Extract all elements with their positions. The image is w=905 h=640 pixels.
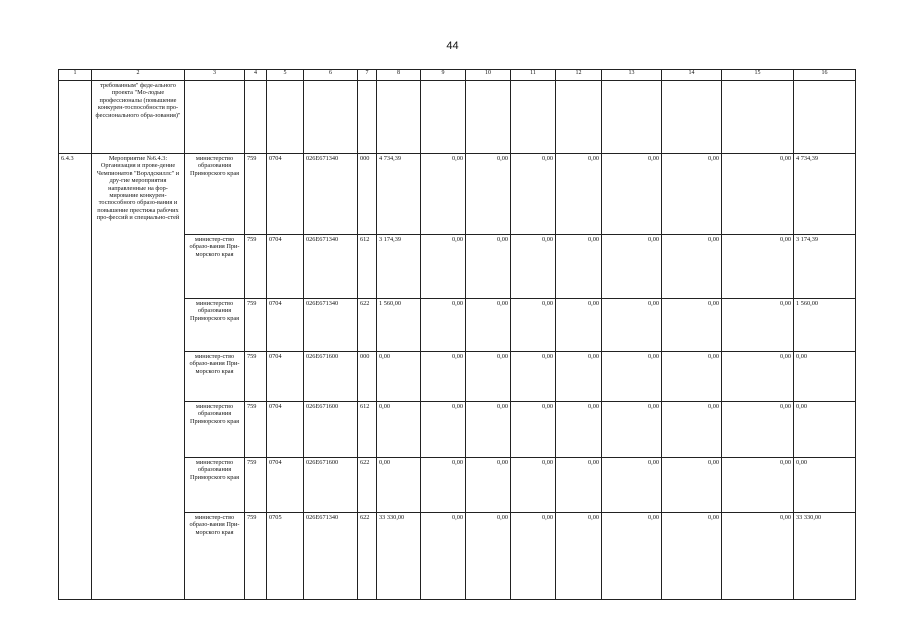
executor-cell: министер-ство образо-вания При-морского края	[185, 235, 245, 299]
empty-cell	[511, 81, 556, 154]
executor-cell: министер-ство образо-вания При-морского края	[185, 513, 245, 600]
cell-col-5: 0704	[267, 458, 304, 513]
cell-col-7: 622	[358, 458, 377, 513]
cell-col-11: 0,00	[511, 458, 556, 513]
cell-col-13: 0,00	[602, 402, 662, 458]
column-number-row	[59, 70, 856, 81]
empty-cell	[662, 81, 722, 154]
cell-col-10: 0,00	[466, 352, 511, 402]
cell-col-11: 0,00	[511, 352, 556, 402]
cell-col-15: 0,00	[722, 458, 794, 513]
cell-col-16: 0,00	[794, 402, 856, 458]
cell-col-14: 0,00	[662, 402, 722, 458]
cell-col-14: 0,00	[662, 352, 722, 402]
cell-col-7: 622	[358, 299, 377, 352]
cell-col-11: 0,00	[511, 402, 556, 458]
column-header: 2	[92, 70, 185, 81]
empty-cell	[602, 81, 662, 154]
cell-col-14: 0,00	[662, 299, 722, 352]
empty-cell	[358, 81, 377, 154]
column-header: 14	[662, 70, 722, 81]
executor-cell: министер-ство образо-вания При-морского края	[185, 352, 245, 402]
executor-cell: министерство образования Приморского края	[185, 299, 245, 352]
column-header: 1	[59, 70, 92, 81]
column-header: 15	[722, 70, 794, 81]
executor-cell: министерство образования Приморского края	[185, 402, 245, 458]
cell-col-4: 759	[245, 299, 267, 352]
cell-col-16: 1 560,00	[794, 299, 856, 352]
table-row	[59, 154, 856, 235]
cell-col-13: 0,00	[602, 352, 662, 402]
cell-col-11: 0,00	[511, 299, 556, 352]
cell-col-10: 0,00	[466, 402, 511, 458]
cell-col-4: 759	[245, 235, 267, 299]
empty-cell	[59, 81, 92, 154]
empty-cell	[421, 81, 466, 154]
cell-col-10: 0,00	[466, 513, 511, 600]
cell-col-15: 0,00	[722, 513, 794, 600]
cell-col-6: 026E671340	[304, 235, 358, 299]
cell-col-7: 622	[358, 513, 377, 600]
empty-cell	[185, 81, 245, 154]
cell-col-10: 0,00	[466, 299, 511, 352]
cell-col-15: 0,00	[722, 235, 794, 299]
cell-col-10: 0,00	[466, 458, 511, 513]
column-header: 3	[185, 70, 245, 81]
cell-col-9: 0,00	[421, 235, 466, 299]
cell-col-13: 0,00	[602, 458, 662, 513]
cell-col-15: 0,00	[722, 402, 794, 458]
cell-col-12: 0,00	[556, 352, 602, 402]
cell-col-6: 026E671600	[304, 352, 358, 402]
cell-col-14: 0,00	[662, 458, 722, 513]
column-header: 4	[245, 70, 267, 81]
cell-col-10: 0,00	[466, 154, 511, 235]
cell-col-12: 0,00	[556, 299, 602, 352]
cell-col-10: 0,00	[466, 235, 511, 299]
cell-col-12: 0,00	[556, 402, 602, 458]
column-header: 7	[358, 70, 377, 81]
empty-cell	[556, 81, 602, 154]
cell-col-5: 0704	[267, 235, 304, 299]
cell-col-16: 0,00	[794, 458, 856, 513]
cell-col-7: 000	[358, 154, 377, 235]
event-description: Мероприятие №6.4.3: Организация и прове-дение Чемпионатов "Ворлдскиллс" и дру-гие мероприятия направленные на фор-мирование конкурен-тоспособного образо-вания и повышение престижа рабочих про-фессий и специально-стей	[92, 154, 185, 600]
cell-col-6: 026E671340	[304, 299, 358, 352]
page-number: 44	[446, 40, 459, 52]
cell-col-8: 0,00	[377, 352, 421, 402]
column-header: 13	[602, 70, 662, 81]
cell-col-12: 0,00	[556, 154, 602, 235]
cell-col-16: 33 330,00	[794, 513, 856, 600]
cell-col-8: 3 174,39	[377, 235, 421, 299]
cell-col-14: 0,00	[662, 154, 722, 235]
cell-col-12: 0,00	[556, 235, 602, 299]
cell-col-9: 0,00	[421, 299, 466, 352]
cell-col-16: 3 174,39	[794, 235, 856, 299]
cell-col-11: 0,00	[511, 154, 556, 235]
continuation-row	[59, 81, 856, 154]
cell-col-8: 4 734,39	[377, 154, 421, 235]
cell-col-6: 026E671600	[304, 402, 358, 458]
cell-col-11: 0,00	[511, 513, 556, 600]
cell-col-9: 0,00	[421, 154, 466, 235]
empty-cell	[466, 81, 511, 154]
cell-col-9: 0,00	[421, 352, 466, 402]
budget-table	[58, 69, 856, 600]
cell-col-16: 4 734,39	[794, 154, 856, 235]
cell-col-15: 0,00	[722, 299, 794, 352]
cell-col-15: 0,00	[722, 154, 794, 235]
cell-col-9: 0,00	[421, 402, 466, 458]
cell-col-9: 0,00	[421, 458, 466, 513]
cell-col-7: 000	[358, 352, 377, 402]
cell-col-16: 0,00	[794, 352, 856, 402]
cell-col-8: 33 330,00	[377, 513, 421, 600]
cell-col-4: 759	[245, 352, 267, 402]
cell-col-5: 0705	[267, 513, 304, 600]
cell-col-4: 759	[245, 458, 267, 513]
empty-cell	[377, 81, 421, 154]
empty-cell	[304, 81, 358, 154]
cell-col-8: 0,00	[377, 402, 421, 458]
cell-col-11: 0,00	[511, 235, 556, 299]
cell-col-7: 612	[358, 235, 377, 299]
cell-col-8: 1 560,00	[377, 299, 421, 352]
cell-col-9: 0,00	[421, 513, 466, 600]
cell-col-14: 0,00	[662, 235, 722, 299]
column-header: 9	[421, 70, 466, 81]
cell-col-4: 759	[245, 513, 267, 600]
cell-col-6: 026E671340	[304, 513, 358, 600]
cell-col-12: 0,00	[556, 458, 602, 513]
cell-col-6: 026E671340	[304, 154, 358, 235]
column-header: 11	[511, 70, 556, 81]
cell-col-15: 0,00	[722, 352, 794, 402]
column-header: 10	[466, 70, 511, 81]
column-header: 6	[304, 70, 358, 81]
cell-col-7: 612	[358, 402, 377, 458]
executor-cell: министерство образования Приморского края	[185, 458, 245, 513]
cell-col-4: 759	[245, 154, 267, 235]
cell-col-5: 0704	[267, 402, 304, 458]
executor-cell: министерство образования Приморского края	[185, 154, 245, 235]
column-header: 16	[794, 70, 856, 81]
cell-col-13: 0,00	[602, 513, 662, 600]
cell-col-13: 0,00	[602, 154, 662, 235]
empty-cell	[245, 81, 267, 154]
cell-col-8: 0,00	[377, 458, 421, 513]
cell-col-5: 0704	[267, 299, 304, 352]
column-header: 5	[267, 70, 304, 81]
cell-col-13: 0,00	[602, 235, 662, 299]
cell-col-14: 0,00	[662, 513, 722, 600]
empty-cell	[794, 81, 856, 154]
cell-col-6: 026E671600	[304, 458, 358, 513]
cell-col-13: 0,00	[602, 299, 662, 352]
column-header: 8	[377, 70, 421, 81]
empty-cell	[722, 81, 794, 154]
cell-col-12: 0,00	[556, 513, 602, 600]
empty-cell	[267, 81, 304, 154]
cell-col-4: 759	[245, 402, 267, 458]
continuation-text: требованным" феде-ального проекта "Мо-лодые профессионалы (повышение конкурен-тоспособности про-фессионального обра-зования)"	[92, 81, 185, 154]
cell-col-5: 0704	[267, 352, 304, 402]
column-header: 12	[556, 70, 602, 81]
event-number: 6.4.3	[59, 154, 92, 600]
cell-col-5: 0704	[267, 154, 304, 235]
